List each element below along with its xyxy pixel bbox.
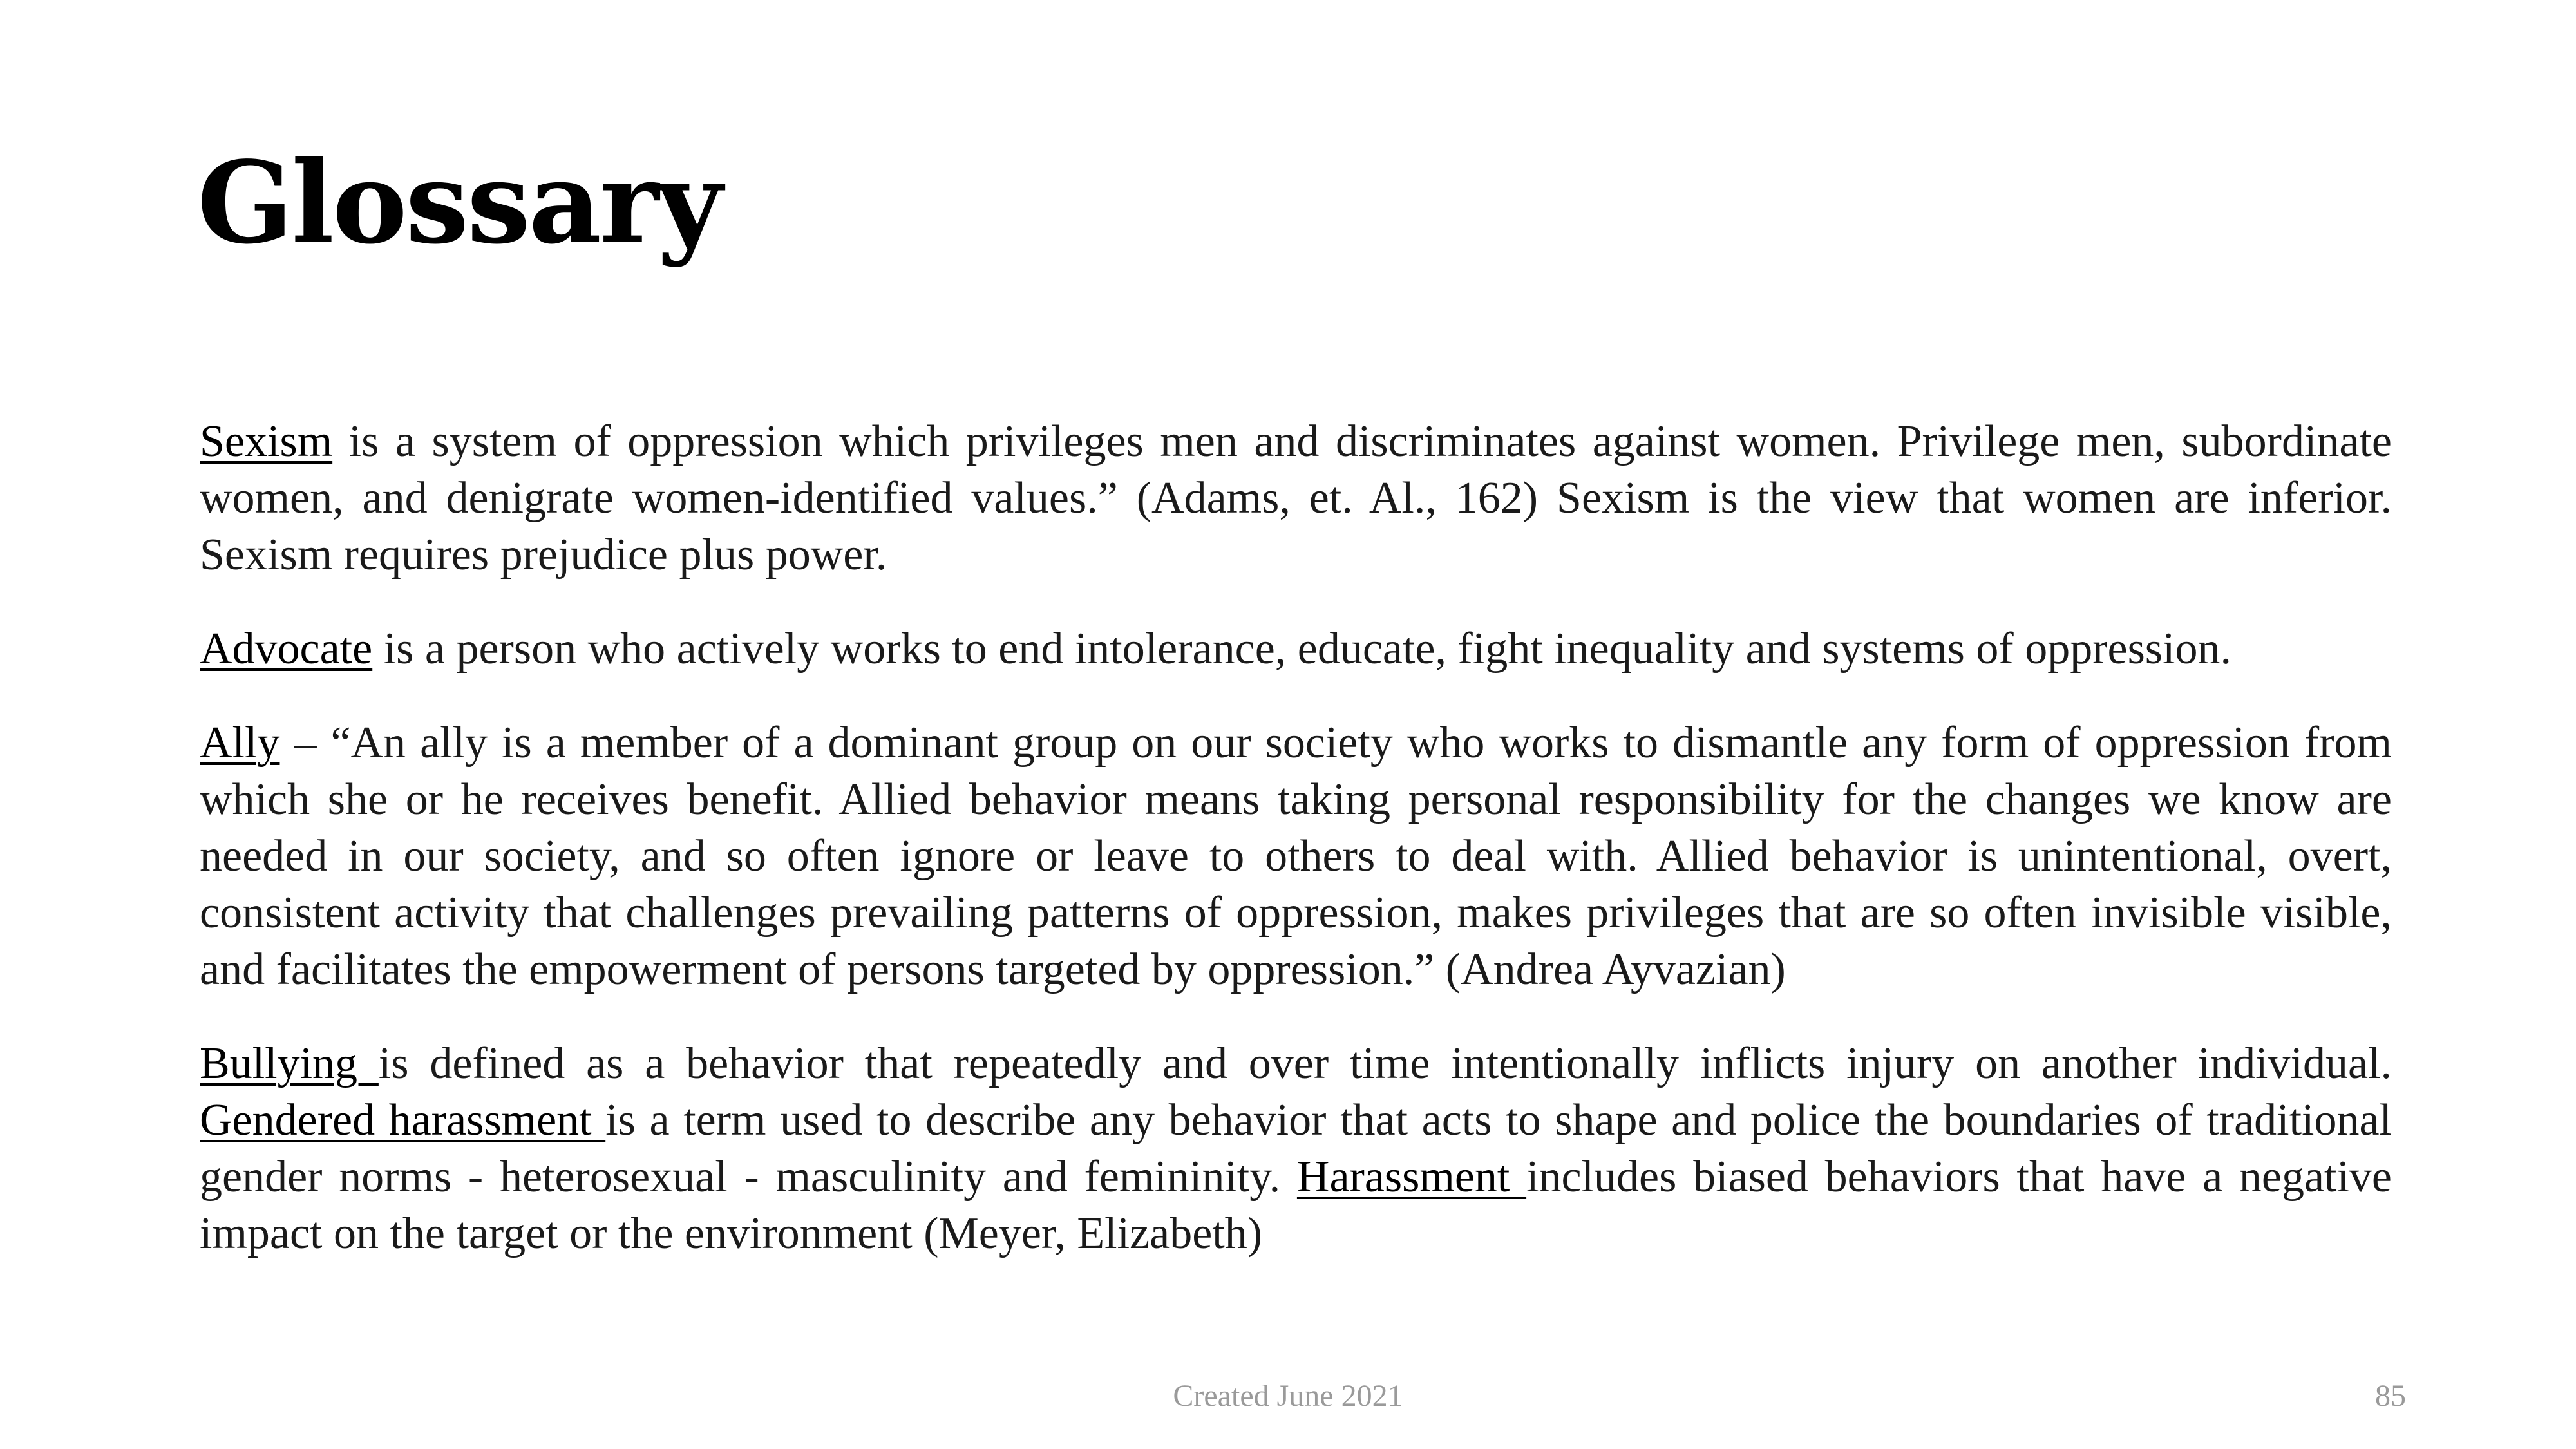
term-bullying: Bullying bbox=[200, 1039, 379, 1088]
glossary-entry-sexism bbox=[200, 413, 2392, 583]
definition-harassment: includes biased behaviors that have a negative impact on the target or the environment (Meyer, Elizabeth) bbox=[200, 1152, 2392, 1258]
definition-advocate: is a person who actively works to end intolerance, educate, fight inequality and systems of oppression. bbox=[372, 624, 2232, 674]
term-advocate: Advocate bbox=[200, 624, 373, 674]
term-gendered-harassment: Gendered harassment bbox=[200, 1095, 606, 1145]
glossary-body bbox=[200, 413, 2392, 1300]
definition-ally: – “An ally is a member of a dominant group on our society who works to dismantle any form of oppression from which she or he receives benefit. Allied behavior means taking personal responsibility for the changes we know are needed in our society, and so often ignore or leave to others to deal with. Allied behavior is unintentional, overt, consistent activity that challenges prevailing patterns of oppression, makes privileges that are so often invisible visible, and facilitates the empowerment of persons targeted by oppression.” (Andrea Ayvazian) bbox=[200, 718, 2392, 994]
definition-sexism: is a system of oppression which privileges men and discriminates against women. Privilege men, subordinate women, and denigrate women-identified values.” (Adams, et. Al., 162) Sexism is the view that women are inferior. Sexism requires prejudice plus power. bbox=[200, 417, 2392, 580]
footer-text: Created June 2021 bbox=[1173, 1379, 1403, 1413]
term-sexism: Sexism bbox=[200, 417, 333, 466]
glossary-entry-bullying bbox=[200, 1036, 2392, 1262]
term-ally: Ally bbox=[200, 718, 280, 768]
definition-gendered-harassment: is a term used to describe any behavior that acts to shape and police the boundaries of traditional gender norms - heterosexual - masculinity and femininity. bbox=[200, 1095, 2392, 1202]
definition-bullying: is defined as a behavior that repeatedly and over time intentionally inflicts injury on another individual. bbox=[378, 1039, 2392, 1088]
page-title: Glossary bbox=[197, 137, 721, 269]
page-number: 85 bbox=[2375, 1379, 2406, 1413]
glossary-entry-ally bbox=[200, 715, 2392, 998]
glossary-entry-advocate bbox=[200, 621, 2392, 677]
term-harassment: Harassment bbox=[1296, 1152, 1527, 1202]
